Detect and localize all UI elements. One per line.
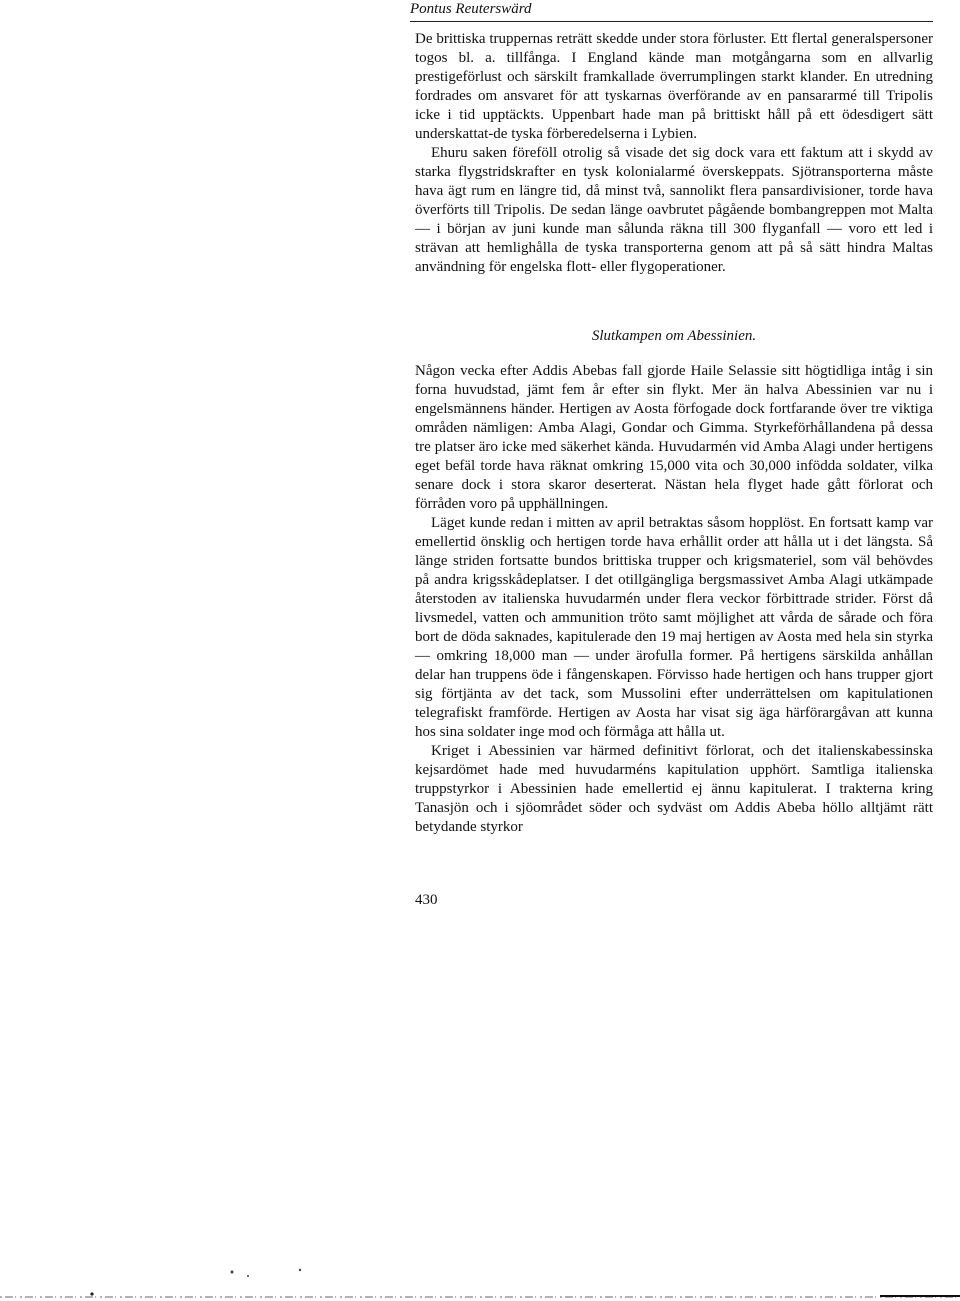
running-header: Pontus Reuterswärd <box>410 1 532 17</box>
paragraph: De brittiska truppernas reträtt skedde under stora förluster. Ett flertal generalspersoner togos bl. a. tillfånga. I England kände man motgångarna som en allvarlig prestigeförlust och särskilt framkallade överrumplingen starkt klander. En utredning fordrades om ansvaret för att tyskarnas överförande av en pansararmé till Tripolis icke i tid upptäckts. Uppenbart hade man på brittiskt håll på ett ödesdigert sätt underskattat-de tyska förberedelserna i Lybien. <box>415 31 933 142</box>
page-number: 430 <box>415 892 438 908</box>
scan-artifacts <box>0 1260 960 1301</box>
paragraph: Läget kunde redan i mitten av april betraktas såsom hopplöst. En fortsatt kamp var emellertid önsklig och hertigen torde hava erhållit order att hålla ut i det längsta. Så länge striden fortsatte bundos brittiska trupper och krigsmateriel, som väl behövdes på andra krigsskådeplatser. I det otillgängliga bergsmassivet Amba Alagi utkämpade återstoden av italienska huvudarmén under flera veckor förbittrade strider. Först då livsmedel, vatten och ammunition tröto samt möjlighet att vårda de sårade och föra bort de döda saknades, kapitulerade den 19 maj hertigen av Aosta med hela sin styrka — omkring 18,000 man — under ärofulla former. På hertigens särskilda anhållan delar han truppens öde i fångenskapen. Förvisso hade hertigen och hans trupper gjort sig förtjänta av det tack, som Mussolini efter underrättelsen om kapitulationen telegrafiskt framförde. Hertigen av Aosta har visat sig äga härförargåvan att kunna hos sina soldater inge mod och förmåga att hålla ut. <box>415 515 933 740</box>
section-heading: Slutkampen om Abessinien. <box>591 328 757 344</box>
text-block-section <box>415 362 933 837</box>
text-block-intro <box>415 30 933 277</box>
paragraph: Någon vecka efter Addis Abebas fall gjorde Haile Selassie sitt högtidliga intåg i sin forna huvudstad, jämt fem år efter sin flykt. Mer än halva Abessinien var nu i engelsmännens händer. Hertigen av Aosta förfogade dock fortfarande över tre viktiga områden nämligen: Amba Alagi, Gondar och Gimma. Styrkeförhållandena på dessa tre platser äro icke med säkerhet kända. Huvudarmén vid Amba Alagi under hertigens eget befäl torde hava räknat omkring 15,000 vita och 30,000 infödda soldater, vilka senare dock i stora skaror deserterat. Nästan hela flyget hade gått förlorat och förråden voro på upphällningen. <box>415 363 933 512</box>
header-rule <box>410 21 933 22</box>
paragraph: Ehuru saken föreföll otrolig så visade det sig dock vara ett faktum att i skydd av starka flygstridskrafter en tysk kolonialarmé överskeppats. Sjötransporterna måste hava ägt rum en längre tid, då minst två, sannolikt flera pansardivisioner, torde hava överförts till Tripolis. De sedan länge oavbrutet pågående bombangreppen mot Malta — i början av juni kunde man sålunda räkna till 300 flyganfall — voro ett led i strävan att hemlighålla de tyska transporterna genom att på så sätt hindra Maltas användning för engelska flott- eller flygoperationer. <box>415 145 933 275</box>
paragraph: Kriget i Abessinien var härmed definitivt förlorat, och det italienskabessinska kejsardömet hade med huvudarméns kapitulation upphört. Samtliga italienska truppstyrkor i Abessinien hade emellertid ej ännu kapitulerat. I trakterna kring Tanasjön och i sjöområdet söder och sydväst om Addis Abeba höllo alltjämt rätt betydande styrkor <box>415 743 933 835</box>
